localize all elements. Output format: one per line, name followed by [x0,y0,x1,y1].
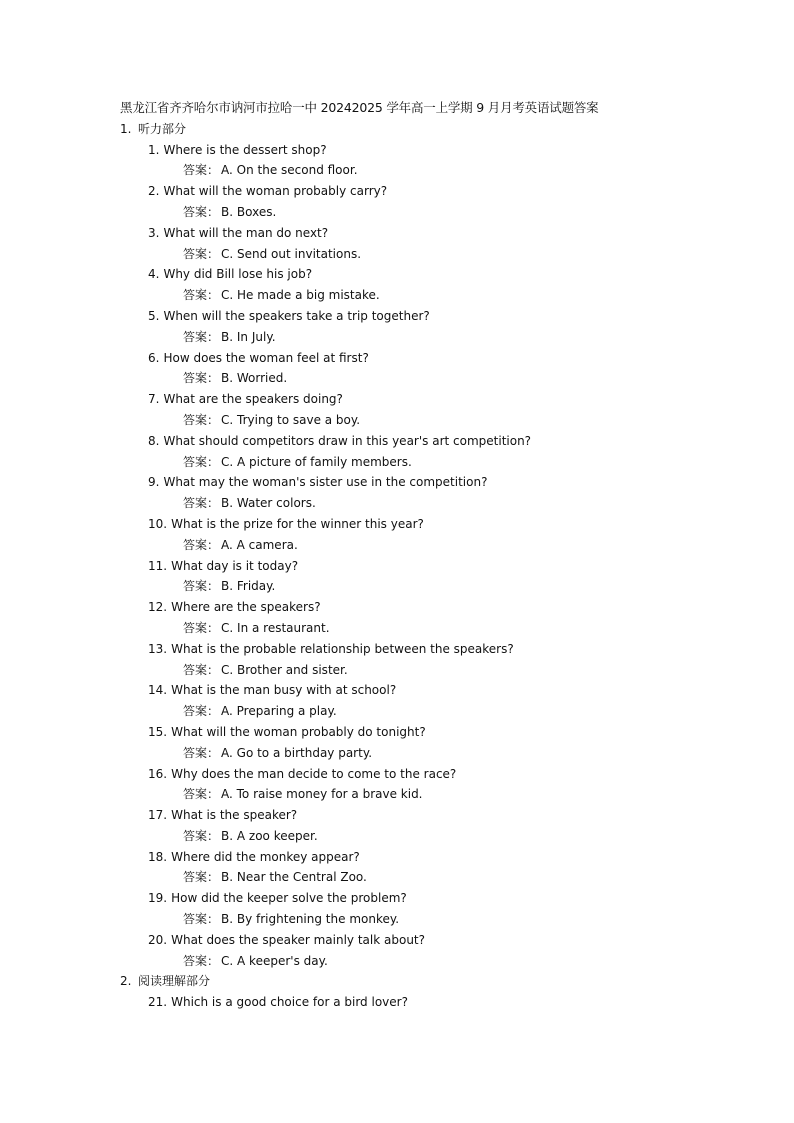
question-text: Which is a good choice for a bird lover? [171,995,408,1010]
answer-label: 答案： [183,745,220,760]
question-text: Where are the speakers? [171,600,321,615]
question-line [0,680,794,701]
question-line [0,264,794,285]
question-line [0,514,794,535]
question-number: 18. [148,849,168,864]
answer-line [0,576,794,597]
answer-text: B. Worried. [221,371,288,386]
answer-line [0,784,794,805]
answer-text: B. Water colors. [221,496,316,511]
question-number: 7. [148,392,160,407]
question-text: What may the woman's sister use in the competition? [163,475,488,490]
question-line [0,556,794,577]
document-title: 黑龙江省齐齐哈尔市讷河市拉哈一中 20242025 学年高一上学期 9 月月考英语试题答案 [120,100,599,115]
question-line [0,597,794,618]
question-number: 20. [148,932,168,947]
answer-text: A. Go to a birthday party. [221,745,373,760]
question-number: 8. [148,433,160,448]
question-line [0,805,794,826]
answer-text: B. Friday. [221,579,276,594]
section-number: 2. [120,974,132,989]
question-number: 13. [148,641,168,656]
answer-line [0,743,794,764]
answer-text: C. A picture of family members. [221,454,412,469]
answer-line [0,660,794,681]
answer-label: 答案： [183,163,220,178]
answer-line [0,368,794,389]
answer-text: A. A camera. [221,537,298,552]
question-text: What is the man busy with at school? [171,683,397,698]
answer-line [0,867,794,888]
answer-label: 答案： [183,579,220,594]
question-text: What does the speaker mainly talk about? [171,932,425,947]
answer-label: 答案： [183,704,220,719]
answer-text: B. In July. [221,329,276,344]
section-heading [0,119,794,140]
question-text: Where is the dessert shop? [163,142,327,157]
answer-line [0,452,794,473]
answer-text: C. Brother and sister. [221,662,348,677]
question-number: 17. [148,808,168,823]
document-page [0,98,794,1013]
answer-text: B. Near the Central Zoo. [221,870,367,885]
question-text: What day is it today? [171,558,299,573]
question-line [0,472,794,493]
question-text: What is the prize for the winner this year? [171,516,424,531]
question-number: 4. [148,267,160,282]
answer-label: 答案： [183,828,220,843]
answer-label: 答案： [183,870,220,885]
question-number: 2. [148,184,160,199]
question-text: What will the man do next? [163,225,329,240]
question-line [0,140,794,161]
question-line [0,389,794,410]
question-number: 21. [148,995,168,1010]
question-number: 9. [148,475,160,490]
question-text: Why does the man decide to come to the race? [171,766,457,781]
section-heading [0,971,794,992]
question-text: Where did the monkey appear? [171,849,360,864]
section-number: 1. [120,121,132,136]
answer-line [0,951,794,972]
question-text: When will the speakers take a trip together? [163,308,430,323]
answer-line [0,410,794,431]
answer-label: 答案： [183,412,220,427]
answer-text: C. A keeper's day. [221,953,328,968]
answer-line [0,909,794,930]
question-line [0,847,794,868]
question-text: What is the speaker? [171,808,298,823]
answer-line [0,493,794,514]
question-text: How does the woman feel at first? [163,350,369,365]
question-line [0,930,794,951]
answer-text: A. Preparing a play. [221,704,337,719]
answer-text: A. To raise money for a brave kid. [221,787,423,802]
question-line [0,888,794,909]
answer-text: A. On the second floor. [221,163,358,178]
answer-text: C. Send out invitations. [221,246,362,261]
answer-label: 答案： [183,496,220,511]
answer-text: B. Boxes. [221,204,277,219]
question-text: How did the keeper solve the problem? [171,891,407,906]
answer-label: 答案： [183,288,220,303]
question-line [0,722,794,743]
answer-line [0,327,794,348]
answer-label: 答案： [183,620,220,635]
answer-text: B. A zoo keeper. [221,828,318,843]
question-line [0,992,794,1013]
question-number: 6. [148,350,160,365]
answer-label: 答案： [183,454,220,469]
answer-label: 答案： [183,912,220,927]
answer-line [0,826,794,847]
answer-text: C. He made a big mistake. [221,288,380,303]
answer-label: 答案： [183,787,220,802]
answer-line [0,618,794,639]
answer-text: B. By frightening the monkey. [221,912,400,927]
answer-label: 答案： [183,371,220,386]
question-number: 11. [148,558,168,573]
answer-line [0,535,794,556]
answer-line [0,160,794,181]
question-number: 1. [148,142,160,157]
answer-label: 答案： [183,204,220,219]
question-text: What will the woman probably carry? [163,184,388,199]
question-text: What will the woman probably do tonight? [171,724,426,739]
question-number: 19. [148,891,168,906]
question-line [0,764,794,785]
question-number: 12. [148,600,168,615]
question-line [0,306,794,327]
question-line [0,181,794,202]
answer-label: 答案： [183,537,220,552]
question-number: 3. [148,225,160,240]
sections-container [0,119,794,1013]
question-number: 10. [148,516,168,531]
question-number: 15. [148,724,168,739]
answer-label: 答案： [183,246,220,261]
question-line [0,223,794,244]
answer-line [0,202,794,223]
question-number: 14. [148,683,168,698]
question-text: What are the speakers doing? [163,392,343,407]
answer-text: C. Trying to save a boy. [221,412,361,427]
answer-line [0,244,794,265]
answer-line [0,285,794,306]
question-number: 16. [148,766,168,781]
answer-text: C. In a restaurant. [221,620,330,635]
answer-label: 答案： [183,662,220,677]
question-line [0,431,794,452]
question-text: Why did Bill lose his job? [163,267,313,282]
question-number: 5. [148,308,160,323]
section-title: 阅读理解部分 [138,974,211,989]
answer-label: 答案： [183,953,220,968]
question-line [0,348,794,369]
question-line [0,639,794,660]
question-text: What should competitors draw in this year's art competition? [163,433,532,448]
question-text: What is the probable relationship between the speakers? [171,641,514,656]
answer-label: 答案： [183,329,220,344]
section-title: 听力部分 [138,121,187,136]
answer-line [0,701,794,722]
